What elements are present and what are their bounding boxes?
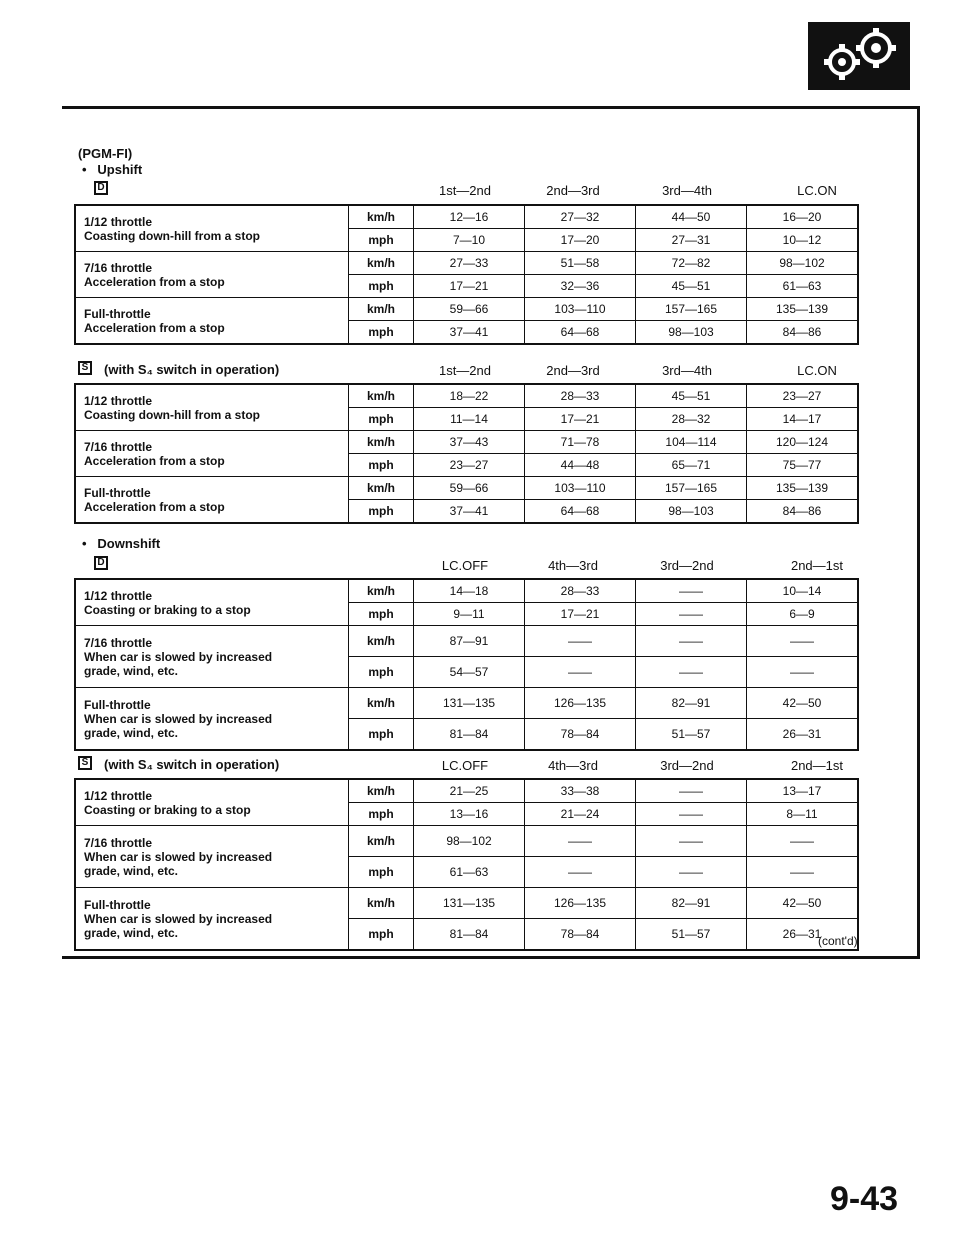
- speed-value: ——: [636, 626, 747, 657]
- speed-value: 13—17: [747, 779, 859, 803]
- speed-value: 87—91: [414, 626, 525, 657]
- gears-logo-icon: [808, 22, 910, 90]
- speed-value: 10—12: [747, 229, 859, 252]
- section-title: (PGM-FI): [78, 146, 133, 161]
- col-header: 2nd—1st: [790, 758, 844, 773]
- downshift-s-table: [74, 778, 859, 951]
- unit-label: mph: [349, 321, 414, 345]
- table-row: [75, 688, 858, 719]
- row-description: 1/12 throttle Coasting or braking to a stop: [75, 579, 349, 626]
- speed-value: 27—33: [414, 252, 525, 275]
- speed-value: 44—50: [636, 205, 747, 229]
- speed-value: 103—110: [525, 477, 636, 500]
- s-mode-label: (with S₄ switch in operation): [104, 757, 280, 772]
- d-mode-icon: D: [94, 556, 108, 570]
- speed-value: 59—66: [414, 298, 525, 321]
- row-description: Full-throttle When car is slowed by increased grade, wind, etc.: [75, 888, 349, 951]
- row-description: Full-throttle Acceleration from a stop: [75, 298, 349, 345]
- speed-value: 82—91: [636, 688, 747, 719]
- unit-label: mph: [349, 857, 414, 888]
- unit-label: mph: [349, 657, 414, 688]
- speed-value: 59—66: [414, 477, 525, 500]
- speed-value: 45—51: [636, 384, 747, 408]
- unit-label: km/h: [349, 888, 414, 919]
- unit-label: mph: [349, 919, 414, 951]
- unit-label: km/h: [349, 626, 414, 657]
- speed-value: 9—11: [414, 603, 525, 626]
- speed-value: ——: [525, 857, 636, 888]
- bottom-rule: [62, 956, 920, 959]
- speed-value: ——: [636, 857, 747, 888]
- unit-label: km/h: [349, 688, 414, 719]
- speed-value: ——: [636, 603, 747, 626]
- table-row: [75, 205, 858, 229]
- table-row: [75, 477, 858, 500]
- speed-value: 126—135: [525, 888, 636, 919]
- col-header: 2nd—1st: [790, 558, 844, 573]
- speed-value: ——: [636, 657, 747, 688]
- table-row: [75, 779, 858, 803]
- row-description: 1/12 throttle Coasting down-hill from a stop: [75, 205, 349, 252]
- s-mode-label: (with S₄ switch in operation): [104, 362, 280, 377]
- speed-value: 21—24: [525, 803, 636, 826]
- speed-value: 6—9: [747, 603, 859, 626]
- speed-value: ——: [747, 857, 859, 888]
- speed-value: 23—27: [747, 384, 859, 408]
- speed-value: ——: [636, 579, 747, 603]
- speed-value: 17—21: [525, 408, 636, 431]
- col-header: 3rd—4th: [662, 363, 712, 378]
- speed-value: 17—20: [525, 229, 636, 252]
- speed-value: 33—38: [525, 779, 636, 803]
- speed-value: 37—41: [414, 500, 525, 524]
- speed-value: 18—22: [414, 384, 525, 408]
- speed-value: 42—50: [747, 688, 859, 719]
- s-mode-icon: S: [78, 756, 92, 770]
- unit-label: km/h: [349, 826, 414, 857]
- speed-value: 26—31: [747, 919, 859, 951]
- unit-label: mph: [349, 803, 414, 826]
- upshift-heading: • Upshift: [82, 162, 143, 177]
- speed-value: 98—103: [636, 500, 747, 524]
- speed-value: 17—21: [414, 275, 525, 298]
- col-header: LC.OFF: [441, 558, 489, 573]
- table-row: [75, 384, 858, 408]
- speed-value: 8—11: [747, 803, 859, 826]
- continued-note: (cont'd): [818, 934, 858, 948]
- unit-label: mph: [349, 719, 414, 751]
- unit-label: mph: [349, 603, 414, 626]
- unit-label: km/h: [349, 579, 414, 603]
- unit-label: mph: [349, 500, 414, 524]
- speed-value: 32—36: [525, 275, 636, 298]
- speed-value: 65—71: [636, 454, 747, 477]
- speed-value: 72—82: [636, 252, 747, 275]
- col-header: LC.ON: [797, 183, 837, 198]
- speed-value: 44—48: [525, 454, 636, 477]
- unit-label: mph: [349, 454, 414, 477]
- speed-value: 26—31: [747, 719, 859, 751]
- speed-value: ——: [525, 826, 636, 857]
- speed-value: 28—32: [636, 408, 747, 431]
- table-row: [75, 252, 858, 275]
- speed-value: ——: [525, 626, 636, 657]
- downshift-heading: • Downshift: [82, 536, 161, 551]
- unit-label: mph: [349, 275, 414, 298]
- row-description: 7/16 throttle When car is slowed by increased grade, wind, etc.: [75, 826, 349, 888]
- unit-label: km/h: [349, 431, 414, 454]
- row-description: 1/12 throttle Coasting down-hill from a stop: [75, 384, 349, 431]
- speed-value: 14—17: [747, 408, 859, 431]
- unit-label: km/h: [349, 205, 414, 229]
- speed-value: 42—50: [747, 888, 859, 919]
- unit-label: mph: [349, 229, 414, 252]
- speed-value: 28—33: [525, 579, 636, 603]
- speed-value: 27—32: [525, 205, 636, 229]
- speed-value: 37—43: [414, 431, 525, 454]
- col-header: 3rd—2nd: [660, 758, 714, 773]
- d-mode-icon: D: [94, 181, 108, 195]
- speed-value: ——: [636, 803, 747, 826]
- speed-value: 78—84: [525, 919, 636, 951]
- speed-value: 75—77: [747, 454, 859, 477]
- speed-value: 37—41: [414, 321, 525, 345]
- speed-value: 61—63: [747, 275, 859, 298]
- page-number: 9-43: [830, 1180, 899, 1218]
- col-header: 4th—3rd: [548, 558, 598, 573]
- col-header: 4th—3rd: [548, 758, 598, 773]
- row-description: 1/12 throttle Coasting or braking to a stop: [75, 779, 349, 826]
- col-header: 2nd—3rd: [546, 183, 600, 198]
- speed-value: 51—58: [525, 252, 636, 275]
- unit-label: km/h: [349, 384, 414, 408]
- col-header: 3rd—4th: [662, 183, 712, 198]
- speed-value: ——: [636, 779, 747, 803]
- speed-value: 98—103: [636, 321, 747, 345]
- speed-value: 12—16: [414, 205, 525, 229]
- upshift-d-table: [74, 204, 859, 345]
- speed-value: 81—84: [414, 719, 525, 751]
- upshift-s-table: [74, 383, 859, 524]
- speed-value: 131—135: [414, 888, 525, 919]
- speed-value: 13—16: [414, 803, 525, 826]
- unit-label: mph: [349, 408, 414, 431]
- table-row: [75, 826, 858, 857]
- speed-value: 28—33: [525, 384, 636, 408]
- speed-value: 82—91: [636, 888, 747, 919]
- speed-value: 84—86: [747, 321, 859, 345]
- speed-value: 78—84: [525, 719, 636, 751]
- speed-value: 54—57: [414, 657, 525, 688]
- speed-value: 98—102: [414, 826, 525, 857]
- col-header: LC.OFF: [441, 758, 489, 773]
- speed-value: 71—78: [525, 431, 636, 454]
- speed-value: 16—20: [747, 205, 859, 229]
- table-row: [75, 431, 858, 454]
- row-description: Full-throttle When car is slowed by increased grade, wind, etc.: [75, 688, 349, 751]
- speed-value: ——: [525, 657, 636, 688]
- speed-value: ——: [636, 826, 747, 857]
- speed-value: 81—84: [414, 919, 525, 951]
- col-header: 1st—2nd: [438, 183, 492, 198]
- table-row: [75, 626, 858, 657]
- unit-label: km/h: [349, 298, 414, 321]
- table-row: [75, 888, 858, 919]
- top-rule: [62, 106, 920, 109]
- speed-value: 21—25: [414, 779, 525, 803]
- speed-value: 14—18: [414, 579, 525, 603]
- speed-value: 17—21: [525, 603, 636, 626]
- speed-value: 126—135: [525, 688, 636, 719]
- speed-value: ——: [747, 626, 859, 657]
- speed-value: 84—86: [747, 500, 859, 524]
- speed-value: 10—14: [747, 579, 859, 603]
- speed-value: 131—135: [414, 688, 525, 719]
- speed-value: 157—165: [636, 477, 747, 500]
- row-description: 7/16 throttle Acceleration from a stop: [75, 252, 349, 298]
- speed-value: 27—31: [636, 229, 747, 252]
- speed-value: 135—139: [747, 298, 859, 321]
- speed-value: 11—14: [414, 408, 525, 431]
- speed-value: 64—68: [525, 500, 636, 524]
- speed-value: 135—139: [747, 477, 859, 500]
- speed-value: 45—51: [636, 275, 747, 298]
- row-description: 7/16 throttle Acceleration from a stop: [75, 431, 349, 477]
- speed-value: ——: [747, 826, 859, 857]
- speed-value: 51—57: [636, 919, 747, 951]
- col-header: 2nd—3rd: [546, 363, 600, 378]
- speed-value: ——: [747, 657, 859, 688]
- speed-value: 23—27: [414, 454, 525, 477]
- speed-value: 61—63: [414, 857, 525, 888]
- speed-value: 51—57: [636, 719, 747, 751]
- speed-value: 64—68: [525, 321, 636, 345]
- col-header: 3rd—2nd: [660, 558, 714, 573]
- speed-value: 104—114: [636, 431, 747, 454]
- table-row: [75, 579, 858, 603]
- speed-value: 7—10: [414, 229, 525, 252]
- s-mode-icon: S: [78, 361, 92, 375]
- table-row: [75, 298, 858, 321]
- col-header: 1st—2nd: [438, 363, 492, 378]
- right-rule: [917, 106, 920, 959]
- col-header: LC.ON: [797, 363, 837, 378]
- speed-value: 120—124: [747, 431, 859, 454]
- speed-value: 103—110: [525, 298, 636, 321]
- unit-label: km/h: [349, 252, 414, 275]
- speed-value: 157—165: [636, 298, 747, 321]
- speed-value: 98—102: [747, 252, 859, 275]
- unit-label: km/h: [349, 477, 414, 500]
- downshift-d-table: [74, 578, 859, 751]
- row-description: 7/16 throttle When car is slowed by increased grade, wind, etc.: [75, 626, 349, 688]
- row-description: Full-throttle Acceleration from a stop: [75, 477, 349, 524]
- unit-label: km/h: [349, 779, 414, 803]
